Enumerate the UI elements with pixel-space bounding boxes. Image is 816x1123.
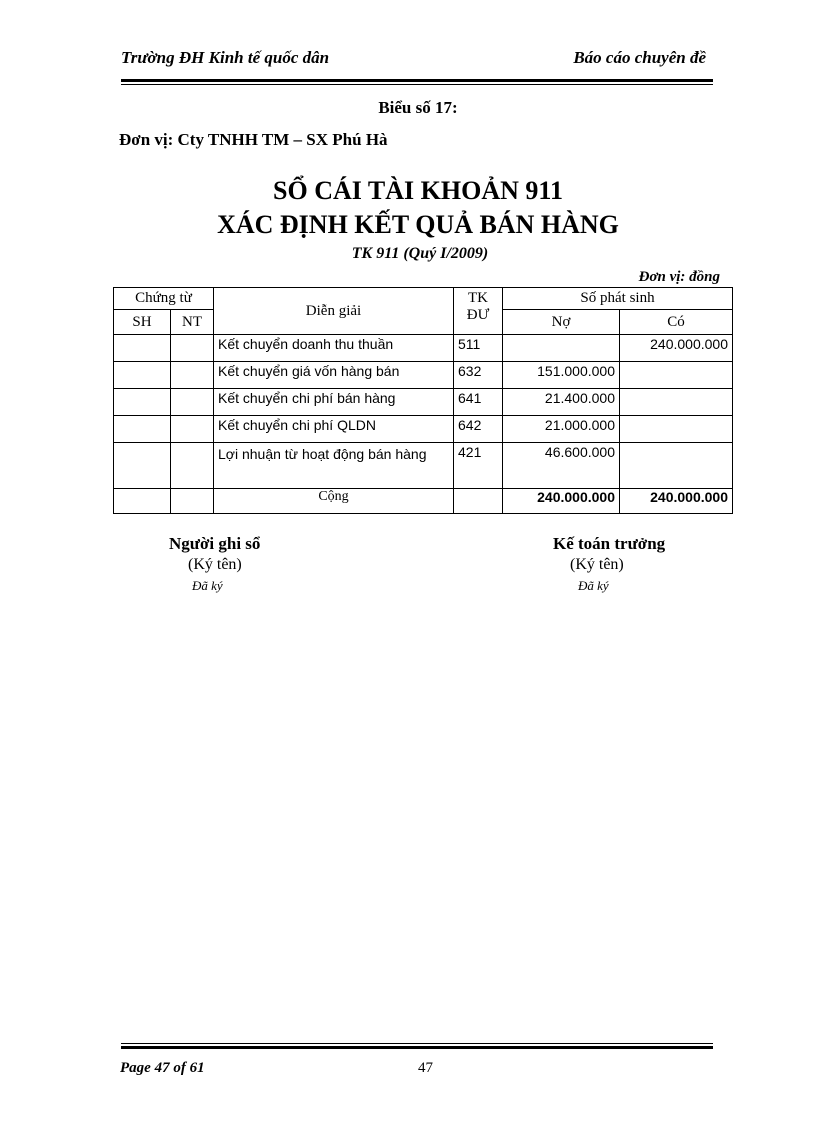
cell-sh: [114, 335, 171, 362]
cell-debit: [503, 335, 620, 362]
signature-bookkeeper-signed: Đã ký: [192, 578, 223, 593]
cell-sh: [114, 362, 171, 389]
cell-debit: 46.600.000: [503, 443, 620, 489]
ledger-period: TK 911 (Quý I/2009): [351, 245, 489, 262]
cell-tk: 421: [454, 443, 503, 489]
header-report-type: Báo cáo chuyên đề: [573, 48, 706, 67]
signature-chief-accountant-title: Kế toán trưởng: [553, 534, 666, 553]
cell-tk: 641: [454, 389, 503, 416]
cell-debit: 21.400.000: [503, 389, 620, 416]
footer-rule-thick: [121, 1046, 713, 1049]
cell-credit: 240.000.000: [620, 335, 733, 362]
header-school: Trường ĐH Kinh tế quốc dân: [121, 48, 330, 67]
cell-credit: [620, 389, 733, 416]
col-debit: Nợ: [503, 310, 620, 335]
cell-debit: 151.000.000: [503, 362, 620, 389]
cell-nt: [171, 443, 214, 489]
ledger-subject: XÁC ĐỊNH KẾT QUẢ BÁN HÀNG: [217, 210, 619, 239]
table-row: [114, 362, 733, 389]
footer-page-label: Page 47 of 61: [120, 1060, 205, 1076]
total-credit: 240.000.000: [620, 489, 733, 514]
col-sh: SH: [114, 310, 171, 335]
col-contra-tk: TK: [468, 290, 488, 306]
table-row: [114, 416, 733, 443]
signature-bookkeeper-sub: (Ký tên): [188, 556, 242, 573]
cell-tk: [454, 489, 503, 514]
header-rule-thick: [121, 79, 713, 82]
cell-nt: [171, 335, 214, 362]
col-nt: NT: [171, 310, 214, 335]
cell-desc: Kết chuyển doanh thu thuần: [214, 335, 454, 362]
signature-bookkeeper-title: Người ghi sổ: [169, 534, 261, 553]
unit-line: Đơn vị: Cty TNHH TM – SX Phú Hà: [119, 130, 388, 149]
table-total-row: [114, 489, 733, 514]
cell-tk: 642: [454, 416, 503, 443]
cell-credit: [620, 362, 733, 389]
col-contra-du: ĐƯ: [466, 307, 490, 323]
footer-rule-thin: [121, 1043, 713, 1044]
col-amount: Số phát sinh: [503, 288, 733, 310]
col-contra-account: [454, 288, 503, 335]
cell-desc: Kết chuyển chi phí bán hàng: [214, 389, 454, 416]
col-description: Diễn giải: [214, 288, 454, 335]
cell-desc: Kết chuyển giá vốn hàng bán: [214, 362, 454, 389]
signature-chief-accountant-sub: (Ký tên): [570, 556, 624, 573]
col-credit: Có: [620, 310, 733, 335]
signature-chief-accountant-signed: Đã ký: [578, 578, 609, 593]
cell-credit: [620, 443, 733, 489]
total-debit: 240.000.000: [503, 489, 620, 514]
cell-nt: [171, 389, 214, 416]
table-row: [114, 443, 733, 489]
ledger-title: SỔ CÁI TÀI KHOẢN 911: [273, 176, 563, 205]
cell-nt: [171, 362, 214, 389]
currency-unit: Đơn vị: đồng: [638, 269, 720, 285]
cell-nt: [171, 489, 214, 514]
cell-debit: 21.000.000: [503, 416, 620, 443]
cell-nt: [171, 416, 214, 443]
footer-page-number: 47: [418, 1060, 433, 1076]
table-row: [114, 389, 733, 416]
cell-desc: Kết chuyển chi phí QLDN: [214, 416, 454, 443]
ledger-table: [113, 287, 733, 514]
cell-sh: [114, 489, 171, 514]
col-voucher: Chứng từ: [114, 288, 214, 310]
total-label: Cộng: [214, 489, 454, 514]
table-row: [114, 335, 733, 362]
header-rule-thin: [121, 84, 713, 85]
cell-sh: [114, 443, 171, 489]
cell-sh: [114, 389, 171, 416]
cell-sh: [114, 416, 171, 443]
cell-desc: Lợi nhuận từ hoạt động bán hàng: [214, 443, 454, 489]
form-number: Biểu số 17:: [378, 98, 458, 117]
cell-tk: 632: [454, 362, 503, 389]
cell-credit: [620, 416, 733, 443]
cell-tk: 511: [454, 335, 503, 362]
